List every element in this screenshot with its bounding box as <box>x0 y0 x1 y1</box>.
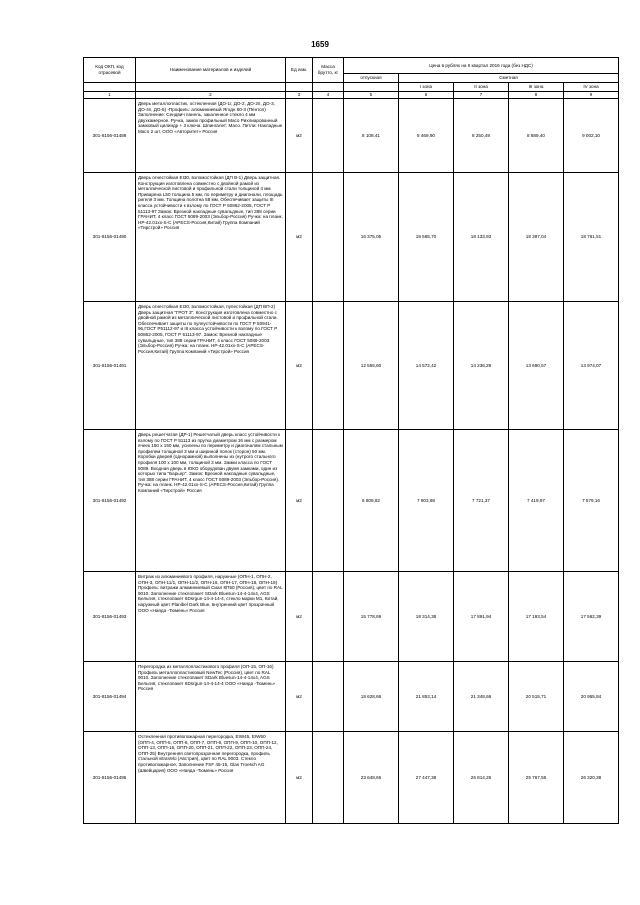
row-zone-2-price: 7 721,37 <box>454 430 509 572</box>
table-row <box>84 662 619 732</box>
row-code: 301-8156-01489 <box>84 99 136 173</box>
header-unit: Ед изм. <box>286 58 313 83</box>
row-release-price: 8 108,41 <box>344 99 399 173</box>
row-zone-3-price: 17 193,54 <box>509 572 564 662</box>
row-name: Витраж из алюминиевого профиля, наружные (ОПН-1, ОПН-2, ОПН-3, ОПН-11/1, ОПН-11/2, ОПН-16, ОПН-17, ОПН-18, ОПН-19) Профиль: витражи алюминиевый Сиал КП50 (Россия), цвет по RAL 9010. Заполнение стеклопакет SDark Bluesun-14-4-14x4, AGS Бельгия, стеклопакет 6Dsrgun-14-4-14-4, стекло марки М1, Китай, наружный цвет Planibel Dark Blue, внутренний цвет прозрачный ООО «Наяда -Тюмень» Россия <box>136 572 286 662</box>
header-release: отпускная <box>344 74 399 83</box>
row-zone-1-price: 8 469,90 <box>399 99 454 173</box>
row-zone-2-price: 14 236,29 <box>454 302 509 430</box>
row-code: 301-8156-01495 <box>84 732 136 824</box>
row-unit: м2 <box>286 173 313 302</box>
row-zone-4-price: 18 761,51 <box>564 173 619 302</box>
row-zone-2-price: 8 250,49 <box>454 99 509 173</box>
col-number: 8 <box>509 92 564 99</box>
row-unit: м2 <box>286 732 313 824</box>
row-release-price: 6 809,82 <box>344 430 399 572</box>
row-mass <box>313 430 344 572</box>
header-name: Наименование материалов и изделий <box>136 58 286 83</box>
row-name: Дверь металлопластик, остекленная (ДО-1г, ДО-2, ДО-2п, ДО-3, ДО-4п, ДО-5) -Профиль: алюминиевый Ягодн 60-3 (Пентол) Заполнение: Сендвич панель, закаленное стекло 4 мм двухкамерное. Ручка, замок профильный Масо Рихлиарованный замковый цилиндр + 3 ключа. Шпингалет: Масо. Петли: Накладные Масо 2 шт. ООО «Авторитет» Россия <box>136 99 286 173</box>
row-zone-2-price: 26 814,26 <box>454 732 509 824</box>
col-number: 3 <box>286 92 313 99</box>
row-zone-4-price: 7 579,16 <box>564 430 619 572</box>
table-row <box>84 99 619 173</box>
row-release-price: 23 648,66 <box>344 732 399 824</box>
row-mass <box>313 99 344 173</box>
column-number-row <box>84 92 619 99</box>
header-code: Код ОКП, код отрасевой <box>84 58 136 83</box>
row-zone-4-price: 17 562,39 <box>564 572 619 662</box>
table-row <box>84 173 619 302</box>
row-release-price: 15 778,69 <box>344 572 399 662</box>
header-mass: Масса брутто, кг <box>313 58 344 83</box>
row-name: Остекленная противопожарная перегородка, EIW45, EIW60 (ОПП-4, ОПП-5, ОПП-6, ОПП-7, ОПП-8, ОПП-9, ОПП-10, ОПП-12, ОПП-13, ОПП-15, ОПП-20, ОПП-21, ОПП-22, ОПП-23, ОПП-24, ОПП-25) Внутренняя светопрозрачная перегородка, профиль стальной vitraVelo (Австрия), цвет по RAL 9003. Стекло противопожарное, Заполнение FSF 45-15, Glas Troesch AG (Швейцария) ООО «Наяда -Тюмень» Россия <box>136 732 286 824</box>
row-code: 301-8156-01491 <box>84 302 136 430</box>
col-number: 4 <box>313 92 344 99</box>
row-zone-1-price: 14 572,42 <box>399 302 454 430</box>
row-zone-3-price: 7 419,97 <box>509 430 564 572</box>
header-zone-2: II зона <box>454 83 509 92</box>
row-release-price: 18 628,66 <box>344 662 399 732</box>
table-row <box>84 430 619 572</box>
row-zone-1-price: 18 565,70 <box>399 173 454 302</box>
row-release-price: 16 375,05 <box>344 173 399 302</box>
table-row <box>84 572 619 662</box>
row-mass <box>313 572 344 662</box>
row-zone-1-price: 27 447,38 <box>399 732 454 824</box>
row-zone-4-price: 20 955,84 <box>564 662 619 732</box>
row-zone-3-price: 18 397,04 <box>509 173 564 302</box>
row-zone-3-price: 20 515,71 <box>509 662 564 732</box>
row-zone-4-price: 13 974,07 <box>564 302 619 430</box>
header-zone-1: I зона <box>399 83 454 92</box>
col-number: 2 <box>136 92 286 99</box>
row-unit: м2 <box>286 430 313 572</box>
table-row <box>84 302 619 430</box>
row-zone-4-price: 9 002,10 <box>564 99 619 173</box>
row-zone-3-price: 8 889,40 <box>509 99 564 173</box>
row-zone-1-price: 18 314,38 <box>399 572 454 662</box>
col-number: 9 <box>564 92 619 99</box>
row-zone-1-price: 7 903,68 <box>399 430 454 572</box>
row-mass <box>313 732 344 824</box>
row-name: Дверь огнестойкая EI30, взломостойкая, пулестойкая (ДП ВП-2) Дверь защитная "ГРОТ 3". Конструкция изготовлена совместно с двойной рамой из металлической листовой и профильной стали. Обеспечивает защиты по пулеустойчивости по ГОСТ Р 50941-96,ГОСТ Р51112-97 и III класса устойчивости к взлому по ГОСТ Р 50862-2005, ГОСТ Р 51113-97. Замок: Врезной накладные сувальдные, тип 388 серии ГРАНИТ, 4 класс ГОСТ 5089-2003 (Эльбор-Россия) Ручка: на планк. HP-42.01хх-S-C (APECS-Россия,Китай) Группа Компаний «Тирстрой» Россия <box>136 302 286 430</box>
header-estimate: Сметная <box>399 74 619 83</box>
row-unit: м2 <box>286 662 313 732</box>
col-number: 1 <box>84 92 136 99</box>
row-code: 301-8156-01490 <box>84 173 136 302</box>
page-number: 1659 <box>311 40 329 49</box>
row-unit: м2 <box>286 99 313 173</box>
row-mass <box>313 173 344 302</box>
zones-row <box>84 83 619 92</box>
row-name: Перегородка из металлопластикового профиля (ОП-15, ОП-16) Профиль металлопластиковый NewTec (Россия), цвет по RAL 9010. Заполнение стеклопакет SDark Bluesun-14-4-14x4, AGS Бельгия, стеклопакет 6Dsrgun-14-4-14-4 ООО «Наяда -Тюмень» Россия <box>136 662 286 732</box>
row-zone-2-price: 21 348,66 <box>454 662 509 732</box>
row-mass <box>313 302 344 430</box>
header-price-title: Цена в рублях на II квартал 2016 года (без НДС) <box>344 58 619 74</box>
row-code: 301-8156-01493 <box>84 572 136 662</box>
col-number: 6 <box>399 92 454 99</box>
header-zone-4: IV зона <box>564 83 619 92</box>
row-zone-2-price: 17 891,94 <box>454 572 509 662</box>
row-zone-3-price: 25 767,58 <box>509 732 564 824</box>
row-code: 301-8156-01494 <box>84 662 136 732</box>
row-name: Дверь решетчатая (ДР-1) Решетчатый дверь класс устойчивости к взлому по ГОСТ Р 51113 из прутка диаметром 16 мм с размером ячеек 150 х 150 мм, усилены по периметру и диагоналям стальным профилем толщиной 3 мм и шириной полок (сторон) 50 мм. Коробки дверей (однорамной) выполнены из (нутрого стального профиля 100 х 100 мм, толщиной 3 мм. Замки класса по ГОСТ 5089. Входная дверь в ЮКО оборудован двумя замками, один из которых типа "Барьер". Замок: Врезной накладные сувальдные, тип 388 серии ГРАНИТ, 4 класс ГОСТ 5089-2003 (Эльбор-Россия). Ручка: на планк. HP-42.01хх-S-C (APECS-Россия,Китай) Группа Компаний «Тирстрой» Россия <box>136 430 286 572</box>
row-zone-2-price: 18 133,93 <box>454 173 509 302</box>
row-mass <box>313 662 344 732</box>
row-code: 301-8156-01492 <box>84 430 136 572</box>
col-number: 7 <box>454 92 509 99</box>
row-unit: м2 <box>286 572 313 662</box>
col-number: 5 <box>344 92 399 99</box>
table-row <box>84 732 619 824</box>
header-zone-3: III зона <box>509 83 564 92</box>
row-zone-3-price: 13 690,57 <box>509 302 564 430</box>
row-unit: м2 <box>286 302 313 430</box>
row-zone-1-price: 21 853,14 <box>399 662 454 732</box>
row-zone-4-price: 26 320,38 <box>564 732 619 824</box>
header-row <box>84 58 619 74</box>
price-table <box>83 57 619 824</box>
row-release-price: 12 555,60 <box>344 302 399 430</box>
row-name: Дверь огнестойкая EI30, взломостойкая (ДП В-1) Дверь защитная. Конструкция изготовлена совместно с двойной рамой из металлической листовой и профильной стали толщиной 4 мм Приварена L50 толщина 5 мм, по периметру и диагонали, площадь ригеля 3 мм. Толщина полотна 58 мм. Обеспечивает защиты III класса устойчивости к взлому по ГОСТ Р 50862-2005, ГОСТ Р 51113-97 Замок: Врезной накладные сувальдные, тип 388 серии ГРАНИТ, 4 класс ГОСТ 5089-2003 (Эльбор-Россия) Ручка: на планк. HP-42.01хх-S-C (APECS-Россия,Китай) Группа Компаний «Тирстрой» Россия <box>136 173 286 302</box>
